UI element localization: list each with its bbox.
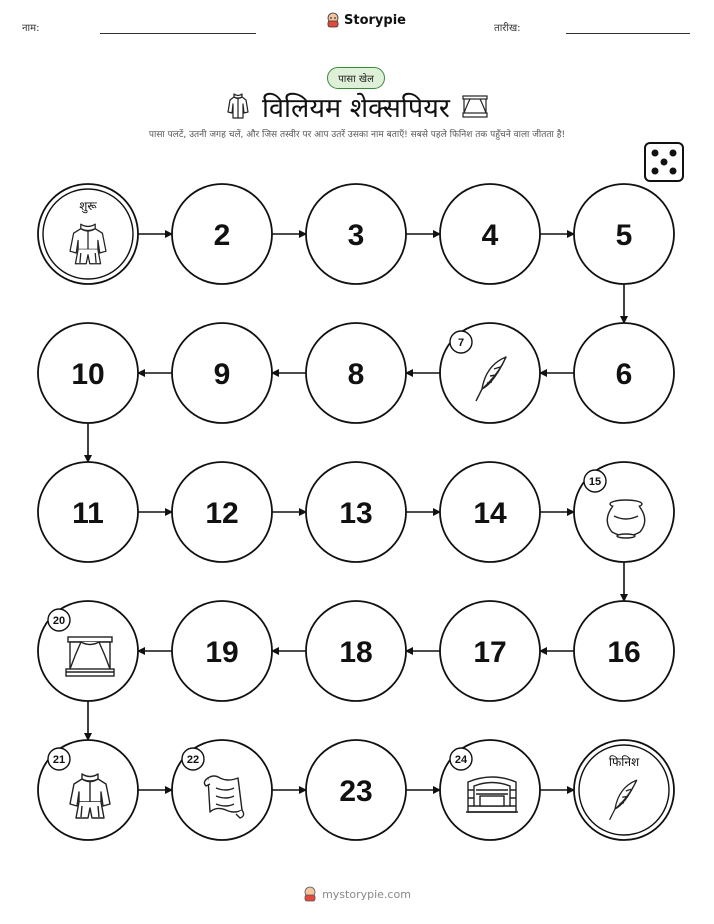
board-cell-19 [172, 601, 272, 701]
board-cell-13 [306, 462, 406, 562]
board-cell-5 [574, 184, 674, 284]
storypie-logo-icon [303, 886, 317, 902]
board-cell-21 [38, 740, 138, 840]
footer [0, 886, 714, 902]
game-type-badge: पासा खेल [327, 67, 385, 89]
board-cell-24 [440, 740, 540, 840]
board-cell-18 [306, 601, 406, 701]
cell-number: 3 [347, 219, 365, 252]
cell-number: 20 [52, 615, 66, 627]
cell-number: 16 [607, 636, 641, 669]
cell-number: 13 [339, 497, 373, 530]
board-cell-23 [306, 740, 406, 840]
board-cell-20 [38, 601, 138, 701]
cell-number: 10 [71, 358, 105, 391]
cell-number: 7 [457, 337, 465, 349]
cell-number: 11 [72, 497, 104, 530]
board-cell-22 [172, 740, 272, 840]
board-cell-17 [440, 601, 540, 701]
date-label: तारीख: [494, 23, 521, 34]
cell-number: 4 [481, 219, 499, 252]
board-cell-4 [440, 184, 540, 284]
cell-number: 24 [454, 754, 468, 766]
brand-name: Storypie [344, 12, 406, 28]
cell-number: 17 [473, 636, 507, 669]
cell-number: 19 [205, 636, 239, 669]
instructions: पासा पलटें, उतनी जगह चलें, और जिस तस्वीर पर आप उतरें उसका नाम बताएँ! सबसे पहले फिनिश तक पहुँचने वाला जीतता है! [148, 130, 566, 140]
cell-number: 22 [186, 754, 200, 766]
cell-number: 5 [615, 219, 633, 252]
cell-number: 23 [339, 775, 373, 808]
board-cell-11 [38, 462, 138, 562]
board-cell-9 [172, 323, 272, 423]
pot-icon [607, 500, 645, 538]
board-cell-10 [38, 323, 138, 423]
start-label: शुरू [79, 199, 97, 213]
finish-label: फिनिश [608, 755, 640, 769]
board-cell-25 [574, 740, 674, 840]
board-cell-14 [440, 462, 540, 562]
cell-number: 21 [52, 754, 66, 766]
cell-number: 2 [213, 219, 231, 252]
cell-number: 14 [473, 497, 507, 530]
board-cell-2 [172, 184, 272, 284]
cell-number: 12 [205, 497, 239, 530]
cell-number: 9 [213, 358, 231, 391]
board-cell-6 [574, 323, 674, 423]
cell-number: 15 [588, 476, 602, 488]
cell-number: 8 [347, 358, 365, 391]
board-cell-1 [38, 184, 138, 284]
page-title: विलियम शेक्सपियर [262, 93, 450, 124]
theatre-icon [466, 777, 518, 812]
board-cell-7 [440, 323, 540, 423]
cell-number: 18 [339, 636, 373, 669]
board-cell-15 [574, 462, 674, 562]
board-cell-16 [574, 601, 674, 701]
footer-url: mystorypie.com [322, 887, 411, 901]
board-cell-12 [172, 462, 272, 562]
board-cell-3 [306, 184, 406, 284]
cell-number: 6 [615, 358, 633, 391]
board-cell-8 [306, 323, 406, 423]
name-label: नाम: [22, 23, 40, 34]
